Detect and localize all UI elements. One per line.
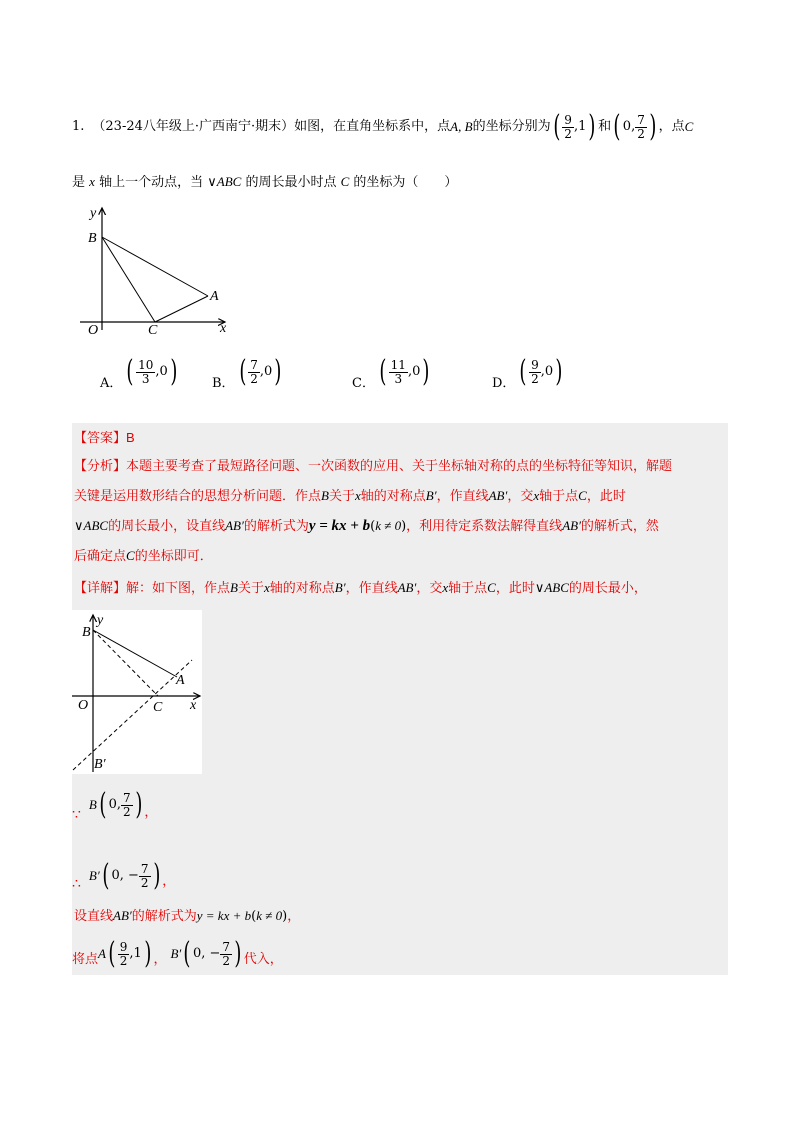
option-c[interactable] — [352, 355, 432, 395]
option-coord: ( $\frac{9}{2}$ ,0 ) — [519, 354, 563, 389]
analysis-text: ，作直线 — [436, 489, 489, 504]
var-c: C — [126, 548, 135, 563]
coord-rest: ,0 — [155, 364, 168, 379]
frac-num: 9 — [119, 939, 128, 954]
coord-b: ( 0, $\frac{7}{2}$ ) — [613, 109, 657, 144]
analysis-text: 的周长最小，设直线 — [108, 519, 226, 534]
question-line-2 — [72, 173, 457, 192]
detail-tag: 【详解】 — [74, 581, 127, 596]
coord-lead: 0, — [108, 797, 121, 812]
option-label: D． — [492, 376, 516, 391]
frac-den: 2 — [123, 804, 131, 819]
analysis-text: ，交 — [507, 489, 534, 504]
figure-1 — [80, 200, 240, 340]
label-b: B — [82, 625, 91, 640]
analysis-text: 的解析式，然 — [580, 519, 659, 534]
step-therefore — [72, 856, 175, 896]
label-c: C — [148, 323, 158, 338]
question-number: 1. — [72, 119, 85, 134]
step-because — [72, 784, 157, 826]
label-a: A — [210, 289, 219, 304]
frac-num: 7 — [250, 357, 258, 372]
var-x: x — [533, 488, 540, 503]
frac-num: 10 — [138, 357, 154, 372]
question-source: （23-24八年级上·广西南宁·期末） — [92, 119, 295, 134]
label-o: O — [88, 323, 99, 338]
frac-num: 7 — [123, 790, 131, 805]
option-label: C． — [352, 376, 375, 391]
coord-a: ( $\frac{9}{2}$ ,1 ) — [552, 109, 596, 144]
segment-bc — [102, 237, 155, 322]
coord-rest: ,0 — [259, 364, 273, 379]
coord-rest: ,1 — [129, 946, 142, 961]
analysis-text: 后确定点 — [74, 549, 127, 564]
var-abp: AB′ — [488, 488, 508, 503]
label-a: A — [176, 673, 185, 688]
var-x: x — [354, 488, 361, 503]
frac-den: 2 — [531, 371, 539, 386]
answer-tag: 【答案】 — [74, 431, 127, 446]
coord-lead: 0, — [622, 119, 636, 134]
option-label: B． — [212, 376, 235, 391]
step-text: ， — [153, 952, 167, 967]
frac-num: 7 — [140, 861, 149, 876]
detail-text: 的周长最小， — [568, 581, 647, 596]
coord-b: ( 0, $\frac{7}{2}$ ) — [99, 787, 143, 822]
label-y: y — [97, 613, 104, 628]
var-b: B — [88, 797, 97, 812]
var-tri: ∨ABC — [74, 518, 109, 533]
analysis-text: 轴的对称点 — [360, 489, 426, 504]
option-d[interactable] — [492, 355, 565, 395]
detail-text: 解：如下图，作点 — [126, 581, 231, 596]
var-x: x — [264, 580, 270, 595]
comma: ， — [144, 805, 158, 820]
question-text: 如图，在直角坐标系中，点 — [294, 119, 451, 134]
analysis-line-1 — [74, 457, 672, 477]
analysis-text: 关于 — [328, 489, 355, 504]
var-bp: B′ — [88, 868, 100, 883]
option-label: A． — [100, 376, 123, 391]
frac-den: 2 — [119, 953, 128, 968]
therefore-symbol: ∴ — [72, 876, 81, 892]
analysis-text: 本题主要考查了最短路径问题、一次函数的应用、关于坐标轴对称的点的坐标特征等知识，解题 — [126, 459, 673, 474]
label-b: B — [88, 231, 97, 246]
frac-num: 9 — [564, 112, 572, 127]
x-var: x — [89, 174, 95, 189]
var-b: B — [230, 580, 238, 595]
option-coord: ( $\frac{10}{3}$ ,0 ) — [126, 354, 178, 389]
frac-num: 11 — [390, 357, 406, 372]
label-y: y — [90, 206, 97, 221]
frac-den: 3 — [394, 371, 403, 386]
var-abp: AB′ — [397, 580, 417, 595]
formula: y = kx + b — [196, 908, 252, 923]
label-o: O — [78, 698, 89, 713]
frac-num: 7 — [637, 112, 645, 127]
detail-text: ，作直线 — [345, 581, 398, 596]
frac-num: 9 — [531, 357, 539, 372]
var-tri: ∨ABC — [534, 580, 569, 595]
var-bp: B′ — [334, 580, 346, 595]
frac-den: 2 — [140, 875, 149, 890]
var-c: C — [578, 488, 587, 503]
dashed-bc — [93, 630, 158, 696]
coord-lead: 0, − — [192, 946, 221, 961]
step-substitute — [72, 934, 283, 974]
condition: k ≠ 0 — [375, 518, 402, 533]
analysis-line-4 — [74, 546, 213, 567]
coord-bp: ( 0, − $\frac{7}{2}$ ) — [183, 936, 242, 971]
var-abp: AB′ — [113, 908, 132, 923]
condition: k ≠ 0 — [256, 908, 283, 923]
analysis-text: ，此时 — [586, 489, 626, 504]
analysis-line-3: ∨ABC的周长最小，设直线AB′的解析式为y = kx + b(k ≠ 0)，利用待定系数法解得直线AB′的解析式，然 — [74, 518, 659, 534]
var-abp: AB′ — [562, 518, 581, 533]
detail-line-1 — [74, 578, 647, 599]
segment-ba — [102, 237, 208, 296]
segment-ca — [155, 296, 208, 322]
question-text-5: 轴上一个动点，当 — [99, 175, 204, 190]
detail-text: 轴的对称点 — [269, 581, 335, 596]
label-x: x — [190, 698, 197, 713]
option-a[interactable] — [100, 355, 180, 395]
label-c: C — [153, 700, 163, 715]
analysis-text: 关键是运用数形结合的思想分析问题．作点 — [74, 489, 322, 504]
frac-den: 2 — [564, 126, 572, 141]
var-b: B — [321, 488, 329, 503]
comma: ， — [162, 874, 176, 889]
var-c: C — [487, 580, 496, 595]
figure-2 — [72, 610, 202, 774]
frac-den: 3 — [141, 371, 150, 386]
because-symbol: ∵ — [72, 807, 81, 823]
step-set-line: 设直线AB′的解析式为y = kx + b(k ≠ 0)， — [74, 908, 301, 924]
step-text: 的解析式为 — [131, 909, 197, 924]
coord-rest: ,0 — [540, 364, 554, 379]
coord-rest: ,0 — [407, 364, 421, 379]
question-text-2: 的坐标分别为 — [472, 119, 551, 134]
var-bp: B′ — [425, 488, 437, 503]
frac-num: 7 — [222, 939, 231, 954]
coord-rest: ,1 — [573, 119, 587, 134]
question-text-7: 的坐标为（ ） — [353, 175, 458, 190]
coord-a: ( $\frac{9}{2}$ ,1 ) — [108, 936, 152, 971]
points-ab: A, B — [450, 119, 473, 134]
label-x: x — [220, 321, 227, 336]
detail-text: 轴于点 — [448, 581, 488, 596]
detail-text: ，此时 — [495, 581, 535, 596]
question-text-3: ，点 — [658, 119, 685, 134]
analysis-line-2 — [74, 486, 626, 507]
coord-lead: 0, − — [111, 868, 139, 883]
option-coord: ( $\frac{7}{2}$ ,0 ) — [238, 354, 282, 389]
analysis-tag: 【分析】 — [74, 459, 127, 474]
point-c: C — [340, 174, 350, 189]
step-text: ， — [287, 909, 301, 924]
answer-line — [74, 428, 135, 449]
detail-text: 关于 — [237, 581, 264, 596]
question-text-6: 的周长最小时点 — [245, 175, 337, 190]
var-bp: B′ — [170, 946, 182, 961]
analysis-text: 的坐标即可． — [134, 549, 213, 564]
analysis-text: 轴于点 — [539, 489, 579, 504]
triangle-abc: ∨ABC — [207, 174, 242, 189]
option-b[interactable] — [212, 355, 284, 395]
answer-value: B — [126, 430, 135, 445]
label-bp: B′ — [94, 757, 106, 772]
step-text: 将点 — [72, 952, 99, 967]
frac-den: 2 — [222, 953, 231, 968]
detail-text: ，交 — [416, 581, 443, 596]
dashed-line-abp — [73, 660, 192, 770]
analysis-text: ，利用待定系数法解得直线 — [406, 519, 563, 534]
and-text: 和 — [598, 119, 612, 134]
var-abp: AB′ — [225, 518, 244, 533]
formula: y = kx + b — [308, 518, 371, 534]
question-text-4: 是 — [72, 175, 86, 190]
step-text: 设直线 — [74, 909, 114, 924]
question-line-1 — [72, 109, 694, 144]
var-x: x — [442, 580, 449, 595]
option-coord: ( $\frac{11}{3}$ ,0 ) — [379, 354, 430, 389]
frac-den: 2 — [637, 126, 645, 141]
var-a: A — [98, 946, 106, 961]
segment-ba — [93, 630, 177, 677]
frac-den: 2 — [250, 371, 258, 386]
analysis-text: 的解析式为 — [243, 519, 309, 534]
coord-bp: ( 0, − $\frac{7}{2}$ ) — [102, 858, 160, 893]
point-c: C — [684, 119, 694, 134]
step-text: 代入， — [243, 952, 283, 967]
